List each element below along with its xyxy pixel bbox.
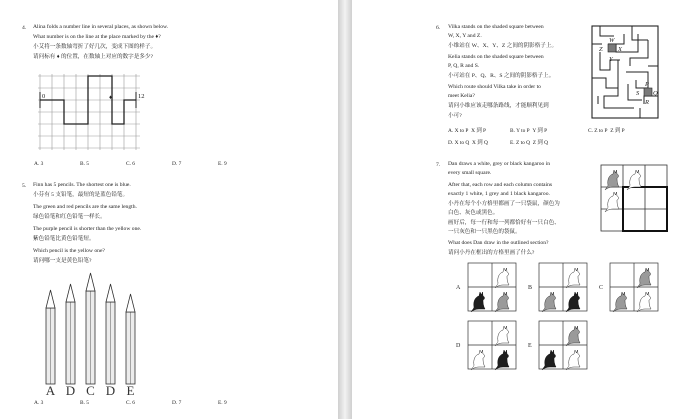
q5-number: 5. (22, 183, 27, 189)
q6-text-6: 小可站在 P、Q、R、S 之间的阴影格子上。 (448, 73, 555, 79)
q7-text-5: 小丹在每个小方格里都画了一只袋鼠，颜色为 (448, 201, 560, 207)
q4-option-a[interactable]: A. 3 (34, 161, 44, 167)
q5-option-d[interactable]: D. 7 (172, 400, 182, 406)
q5-option-e[interactable]: E. 9 (218, 400, 227, 406)
q6-option-c[interactable]: C. Z to P Z 到 P (588, 128, 625, 134)
q6-text-3: 小维站在 W、X、Y、Z 之间的阴影格子上。 (448, 43, 558, 49)
q7-text-7: 画好后，每一行和每一列都恰好有一只白色、 (448, 220, 560, 226)
q7-number: 7. (436, 162, 441, 168)
q6-option-d[interactable]: D. X to Q X 到 Q (448, 140, 488, 146)
q6-letter-x: X (618, 46, 622, 53)
q5-text-7: Which pencil is the yellow one? (33, 248, 105, 254)
q7-option-d-label[interactable]: D (456, 343, 461, 349)
q5-option-b[interactable]: B. 5 (80, 400, 89, 406)
q7-option-d[interactable] (468, 321, 516, 370)
q4-option-c[interactable]: C. 6 (126, 161, 135, 167)
pencil-label-1: A (45, 383, 56, 398)
q6-letter-r: R (645, 99, 649, 106)
q6-letter-s: S (636, 90, 640, 97)
q5-text-1: Finn has 5 pencils. The shortest one is blue. (33, 182, 131, 188)
pencil-d2-icon (106, 284, 115, 384)
q7-figures (352, 0, 690, 419)
q7-option-c-label[interactable]: C (599, 285, 604, 291)
q6-text-8: meet Kelia? (448, 93, 475, 99)
pencil-label-2: D (65, 383, 76, 398)
q6-option-b[interactable]: B. Y to P Y 到 P (510, 128, 548, 134)
q7-main-grid (601, 165, 667, 231)
q4-end-label: 12 (138, 93, 145, 100)
q6-letter-p: P (645, 81, 649, 88)
q5-text-8: 请问哪一支是黄色铅笔? (33, 258, 92, 264)
q7-text-4: exactly 1 white, 1 grey and 1 black kangaroo. (448, 191, 550, 197)
q7-text-2: every small square. (448, 170, 492, 176)
q4-text-en-2: What number is on the line at the place marked by the ♦? (33, 34, 161, 40)
pencil-label-4: D (105, 383, 116, 398)
q6-letter-y: Y (609, 56, 613, 63)
q7-text-8: 一只灰色和一只黑色的袋鼠。 (448, 229, 521, 235)
pencil-label-3: C (86, 383, 95, 398)
q7-text-6: 白色、灰色或黑色。 (448, 210, 499, 216)
q6-letter-w: W (609, 37, 615, 44)
pencil-a-icon (46, 290, 55, 384)
q7-text-3: After that, each row and each column contains (448, 182, 553, 188)
q6-letter-q: Q (653, 90, 658, 97)
q7-option-e[interactable] (539, 321, 587, 370)
q6-text-9: 请问小维应该走哪条路线，才能顺利见到 (448, 103, 549, 109)
q6-option-a[interactable]: A. X to P X 到 P (448, 128, 487, 134)
q6-option-e[interactable]: E. Z to Q Z 到 Q (510, 140, 549, 146)
q7-text-1: Dan draws a white, grey or black kangaroo in (448, 161, 551, 167)
q6-number: 6. (436, 25, 441, 31)
q5-option-c[interactable]: C. 6 (126, 400, 135, 406)
q4-option-e[interactable]: E. 9 (218, 161, 227, 167)
left-page (0, 0, 338, 419)
q4-text-cn-2: 请问标有 ♦ 的位置，在数轴上对应的数字是多少? (33, 54, 154, 60)
q6-text-4: Kelia stands on the shaded square between (448, 54, 544, 60)
q7-option-b[interactable] (539, 263, 587, 312)
q5-text-2: 小芬有 5 支铅笔，最短的是蓝色铅笔。 (33, 192, 129, 198)
q4-text-en-1: Alina folds a number line in several places, as shown below. (33, 24, 169, 30)
q5-option-a[interactable]: A. 3 (34, 400, 44, 406)
q5-text-5: The purple pencil is shorter than the yellow one. (33, 226, 142, 232)
q4-option-d[interactable]: D. 7 (172, 161, 182, 167)
q7-option-a-label[interactable]: A (456, 285, 461, 291)
q7-option-c[interactable] (610, 263, 658, 312)
q6-text-7: Which route should Vilka take in order to (448, 84, 541, 90)
q6-text-5: P, Q, R and S. (448, 63, 480, 69)
q5-text-6: 紫色铅笔比黄色铅笔短。 (33, 236, 95, 242)
pencil-e-icon (126, 294, 135, 384)
q4-option-b[interactable]: B. 5 (80, 161, 89, 167)
pencil-label-5: E (126, 383, 135, 398)
q4-text-cn-1: 小艾将一条数轴弯折了好几次，变成下图的样子。 (33, 44, 157, 50)
q4-number: 4. (22, 25, 27, 31)
q6-letter-z: Z (599, 46, 603, 53)
q6-text-10: 小可? (448, 113, 462, 119)
q4-marker-icon: ♦ (109, 95, 113, 101)
right-page (352, 0, 690, 419)
q5-text-4: 绿色铅笔和红色铅笔一样长。 (33, 214, 106, 220)
q7-text-9: What does Dan draw in the outlined section? (448, 240, 549, 246)
q7-text-10: 请问小丹在框出的方格里画了什么? (448, 250, 535, 256)
book-spine (338, 0, 352, 419)
q7-option-a[interactable] (468, 263, 516, 312)
q6-text-1: Vilka stands on the shaded square between (448, 24, 544, 30)
pencil-d1-icon (66, 284, 75, 384)
q6-text-2: W, X, Y and Z. (448, 33, 482, 39)
q7-option-b-label[interactable]: B (528, 285, 533, 291)
pencil-c-icon (86, 273, 95, 384)
q7-option-e-label[interactable]: E (528, 343, 532, 349)
q5-text-3: The green and red pencils are the same length. (33, 204, 137, 210)
q5-pencils-figure (0, 0, 338, 419)
q4-start-label: 0 (42, 93, 46, 100)
